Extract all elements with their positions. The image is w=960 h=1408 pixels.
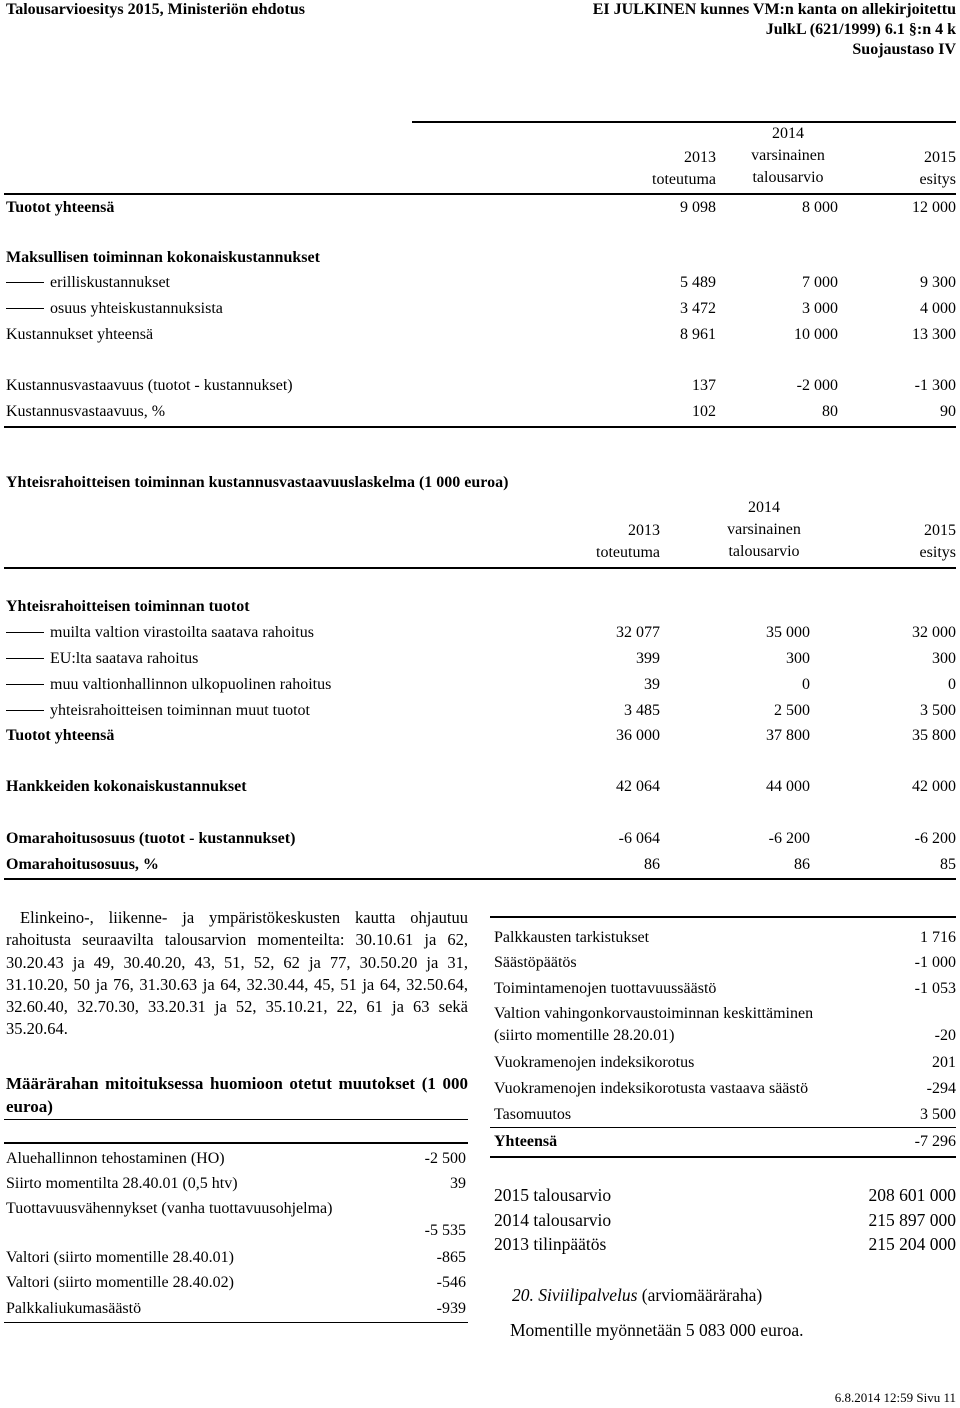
- total-row: Yhteensä -7 296: [494, 1133, 956, 1150]
- table2-title: Yhteisrahoitteisen toiminnan kustannusvastaavuuslaskelma (1 000 euroa): [6, 474, 509, 491]
- list-item: Palkkaliukumasäästö -939: [6, 1300, 466, 1317]
- budget-row: 2013 tilinpäätös 215 204 000: [494, 1234, 956, 1254]
- table-row: Tuotot yhteensä 36 000 37 800 35 800: [6, 727, 956, 744]
- list-item: Aluehallinnon tehostaminen (HO) -2 500: [6, 1150, 466, 1167]
- changes-table-top-rule: [4, 1142, 468, 1144]
- table-row: Yhteisrahoitteisen toiminnan tuotot: [6, 598, 250, 615]
- list-item: Valtori (siirto momentille 28.40.01) -865: [6, 1249, 466, 1266]
- header-law-reference: JulkL (621/1999) 6.1 §:n 4 k: [765, 21, 956, 38]
- table1-bottom-rule: [4, 426, 956, 428]
- table-row: Kustannukset yhteensä 8 961 10 000 13 300: [6, 326, 956, 343]
- footer-timestamp: 6.8.2014 12:59: [834, 1390, 914, 1405]
- table2-bottom-rule: [4, 878, 956, 880]
- dash-icon: [6, 632, 44, 633]
- list-item: Vuokramenojen indeksikorotus 201: [494, 1054, 956, 1071]
- table-row: Tuotot yhteensä 9 098 8 000 12 000: [6, 199, 956, 216]
- table-row: Omarahoitusosuus (tuotot - kustannukset) -6 064 -6 200 -6 200: [6, 830, 956, 847]
- table-row: Omarahoitusosuus, % 86 86 85: [6, 856, 956, 873]
- table2-header-rule: [4, 567, 956, 569]
- dash-icon: [6, 308, 44, 309]
- right-table-sum-rule: [490, 1127, 956, 1128]
- table-row: erilliskustannukset 5 489 7 000 9 300: [0, 272, 960, 294]
- section-heading: [512, 1284, 762, 1306]
- table1-col-2014: 2014 varsinainen talousarvio: [751, 125, 825, 186]
- dash-icon: [6, 710, 44, 711]
- table-row: yhteisrahoitteisen toiminnan muut tuotot 3 485 2 500 3 500: [0, 700, 960, 722]
- table-row: Kustannusvastaavuus (tuotot - kustannukset) 137 -2 000 -1 300: [6, 377, 956, 394]
- section-title: Siviilipalvelus: [538, 1285, 638, 1305]
- table1-header-rule: [4, 193, 956, 195]
- list-item: Valtion vahingonkorvaustoiminnan keskittäminen (siirto momentille 28.20.01) -20: [494, 1005, 956, 1044]
- table-row: EU:lta saatava rahoitus 399 300 300: [0, 648, 960, 670]
- grant-text: Momentille myönnetään 5 083 000 euroa.: [510, 1320, 804, 1340]
- list-item: Säästöpäätös -1 000: [494, 954, 956, 971]
- table-row: muilta valtion virastoilta saatava rahoitus 32 077 35 000 32 000: [0, 622, 960, 644]
- dash-icon: [6, 658, 44, 659]
- header-left: Talousarvioesitys 2015, Ministeriön ehdotus: [6, 1, 305, 18]
- list-item: Siirto momentilta 28.40.01 (0,5 htv) 39: [6, 1175, 466, 1192]
- changes-heading: Määrärahan mitoituksessa huomioon otetut muutokset (1 000 euroa): [6, 1074, 468, 1116]
- table1-top-rule: [412, 121, 956, 123]
- table-row: osuus yhteiskustannuksista 3 472 3 000 4 000: [0, 298, 960, 320]
- list-item: Vuokramenojen indeksikorotusta vastaava säästö -294: [494, 1080, 956, 1097]
- dash-icon: [6, 282, 44, 283]
- changes-table-bottom-rule: [4, 1322, 468, 1323]
- list-item: Palkkausten tarkistukset 1 716: [494, 929, 956, 946]
- dash-icon: [6, 684, 44, 685]
- table2-col-2015: 2015 esitys: [919, 522, 956, 561]
- table2-col-2013: 2013 toteutuma: [596, 522, 660, 561]
- list-item: Toimintamenojen tuottavuussäästö -1 053: [494, 980, 956, 997]
- section-number: 20.: [512, 1285, 534, 1305]
- funding-paragraph: Elinkeino-, liikenne- ja ympäristökeskusten kautta ohjautuu rahoitusta seuraavilta talousarvion momenteilta: 30.10.61 ja 62, 30.20.43 ja 49, 30.40.20, 43, 51, 52, 62 ja 77, 30.50.20 ja 31, 31.10.20, 50 ja 76, 31.30.63 ja 64, 32.30.44, 45, 51 ja 64, 32.50.64, 32.60.40, 32.70.30, 33.20.31 ja 52, 35.10.21, 22, 61 ja 63 sekä 35.20.64.: [6, 908, 468, 1039]
- table1-col-2013: 2013 toteutuma: [652, 149, 716, 188]
- header-confidentiality: EI JULKINEN kunnes VM:n kanta on allekirjoitettu: [592, 1, 956, 18]
- section-type: (arviomääräraha): [641, 1285, 763, 1305]
- right-table-top-rule: [490, 916, 956, 918]
- table1-col-2015: 2015 esitys: [919, 149, 956, 188]
- budget-row: 2014 talousarvio 215 897 000: [494, 1210, 956, 1230]
- header-right: [536, 0, 956, 60]
- changes-heading-rule: [4, 1119, 468, 1120]
- table-row: Hankkeiden kokonaiskustannukset 42 064 44 000 42 000: [6, 778, 956, 795]
- table-row: Maksullisen toiminnan kokonaiskustannukset: [6, 249, 320, 266]
- list-item: Valtori (siirto momentille 28.40.02) -546: [6, 1274, 466, 1291]
- table-row: Kustannusvastaavuus, % 102 80 90: [6, 403, 956, 420]
- footer: [835, 1390, 956, 1406]
- list-item: Tasomuutos 3 500: [494, 1106, 956, 1123]
- footer-page: Sivu 11: [916, 1390, 956, 1405]
- list-item: Tuottavuusvähennykset (vanha tuottavuusohjelma) -5 535: [6, 1200, 466, 1239]
- table2-col-2014: 2014 varsinainen talousarvio: [727, 499, 801, 560]
- right-table-bottom-rule: [490, 1156, 956, 1158]
- table-row: muu valtionhallinnon ulkopuolinen rahoitus 39 0 0: [0, 674, 960, 696]
- budget-row: 2015 talousarvio 208 601 000: [494, 1185, 956, 1205]
- header-security-level: Suojaustaso IV: [852, 41, 956, 58]
